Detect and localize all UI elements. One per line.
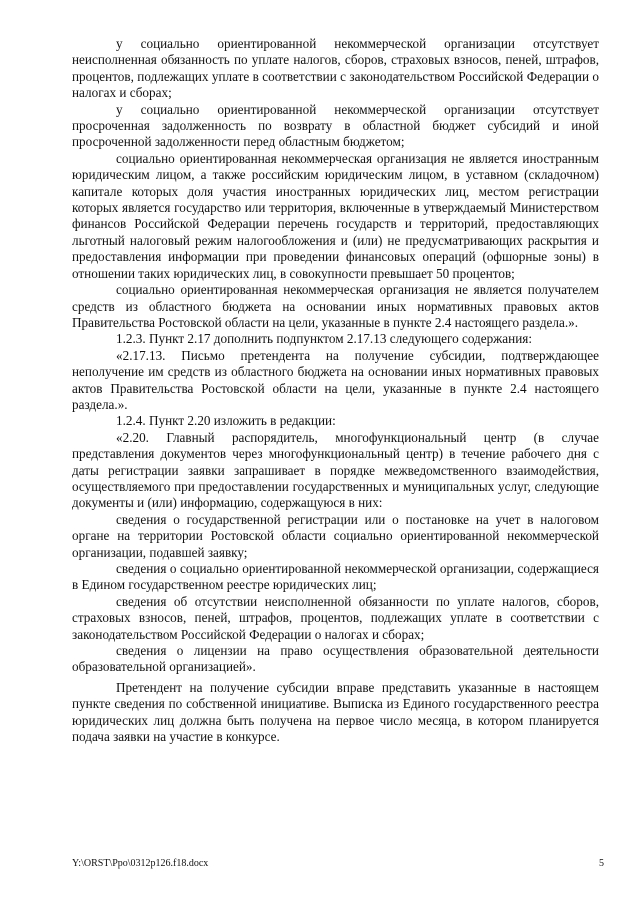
paragraph: «2.20. Главный распорядитель, многофункциональный центр (в случае представления документов через многофункциональный центр) в течение рабочего дня с даты регистрации заявки запрашивает в порядке межведомственного взаимодействия, осуществляемого при предоставлении государственных и муниципальных услуг, следующие документы и (или) информацию, содержащуюся в них: bbox=[72, 429, 599, 511]
page-footer bbox=[72, 858, 604, 870]
paragraph: социально ориентированная некоммерческая организация не является иностранным юридическим лицом, а также российским юридическим лицом, в уставном (складочном) капитале которых доля участия иностранных юридических лиц, местом регистрации которых является государство или территория, включенные в утверждаемый Министерством финансов Российской Федерации перечень государств и территорий, предоставляющих льготный налоговый режим налогообложения и (или) не предусматривающих раскрытия и предоставления информации при проведении финансовых операций (офшорные зоны) в отношении таких юридических лиц, в совокупности превышает 50 процентов; bbox=[72, 150, 599, 281]
paragraph: «2.17.13. Письмо претендента на получение субсидии, подтверждающее неполучение им средств из областного бюджета на основании иных нормативных правовых актов Правительства Ростовской области на цели, указанные в пункте 2.4 настоящего раздела.». bbox=[72, 347, 599, 412]
file-path: Y:\ORST\Ppo\0312p126.f18.docx bbox=[72, 858, 209, 869]
paragraph: сведения о социально ориентированной некоммерческой организации, содержащиеся в Едином государственном реестре юридических лиц; bbox=[72, 561, 599, 593]
paragraph: Претендент на получение субсидии вправе представить указанные в настоящем пункте сведения по собственной инициативе. Выписка из Единого государственного реестра юридических лиц должна быть получена на первое число месяца, в котором планируется подача заявки на участие в конкурсе. bbox=[72, 679, 599, 745]
paragraph: сведения о государственной регистрации или о постановке на учет в налоговом органе на территории Ростовской области социально ориентированной некоммерческой организации, подавшей заявку; bbox=[72, 511, 599, 560]
paragraph: у социально ориентированной некоммерческой организации отсутствует просроченная задолженность по возврату в областной бюджет субсидий и иной просроченной задолженности перед областным бюджетом; bbox=[72, 101, 599, 150]
paragraph: 1.2.3. Пункт 2.17 дополнить подпунктом 2.17.13 следующего содержания: bbox=[116, 331, 532, 347]
document-body bbox=[72, 36, 599, 745]
paragraph: у социально ориентированной некоммерческой организации отсутствует неисполненная обязанность по уплате налогов, сборов, страховых взносов, пеней, штрафов, процентов, подлежащих уплате в соответствии с законодательством Российской Федерации о налогах и сборах; bbox=[72, 36, 599, 101]
page-number: 5 bbox=[599, 858, 604, 869]
paragraph: сведения о лицензии на право осуществления образовательной деятельности образовательной организацией». bbox=[72, 643, 599, 675]
paragraph: 1.2.4. Пункт 2.20 изложить в редакции: bbox=[116, 413, 336, 429]
paragraph: социально ориентированная некоммерческая организация не является получателем средств из областного бюджета на основании иных нормативных правовых актов Правительства Ростовской области на цели, указанные в пункте 2.4 настоящего раздела.». bbox=[72, 282, 599, 330]
paragraph: сведения об отсутствии неисполненной обязанности по уплате налогов, сборов, страховых взносов, пеней, штрафов, процентов, подлежащих уплате в соответствии с законодательством Российской Федерации о налогах и сборах; bbox=[72, 593, 599, 642]
